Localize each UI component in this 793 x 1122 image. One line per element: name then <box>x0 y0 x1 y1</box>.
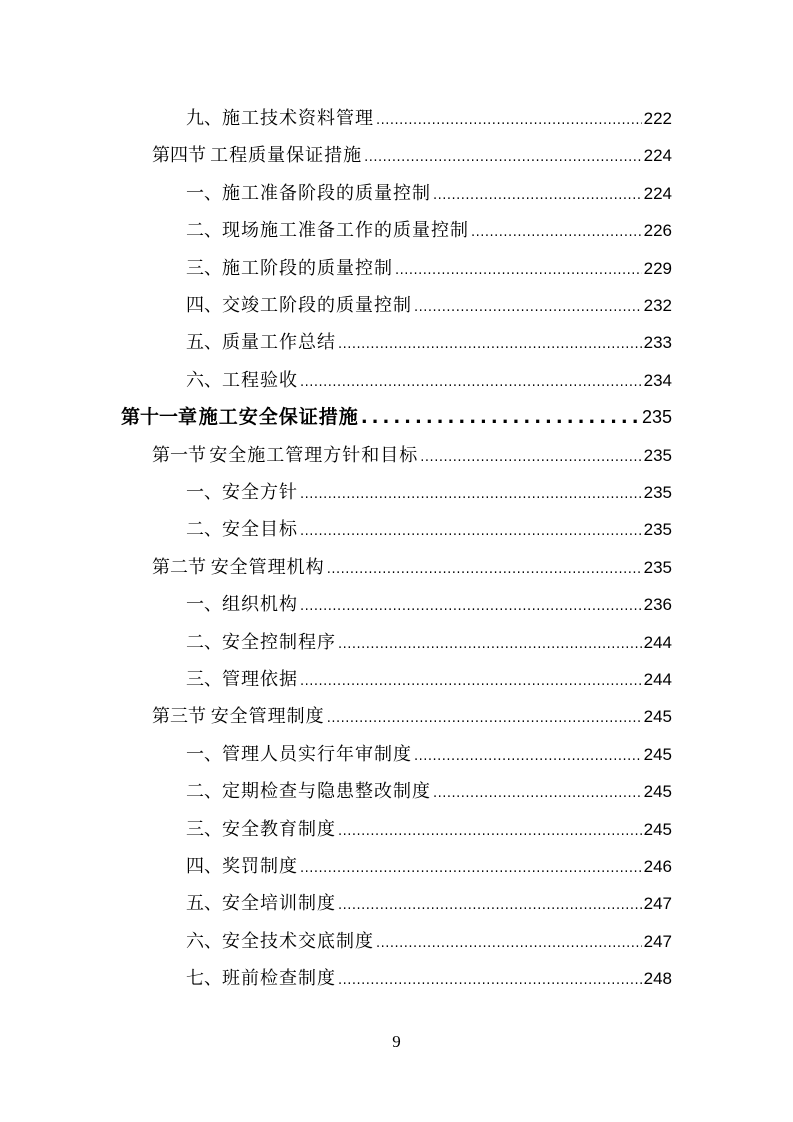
toc-item-row[interactable] <box>186 586 672 623</box>
toc-leader-dots <box>338 887 642 924</box>
toc-entry-title: 施工阶段的质量控制 <box>222 258 393 279</box>
toc-entry-number: 一、 <box>186 482 222 503</box>
toc-leader-dots <box>338 813 642 850</box>
toc-section-row[interactable] <box>152 437 672 474</box>
toc-entry-number: 一、 <box>186 594 222 615</box>
toc-entry-number: 三、 <box>186 669 222 690</box>
toc-section-row[interactable] <box>152 549 672 586</box>
toc-leader-dots <box>300 588 642 625</box>
toc-entry-number: 二、 <box>186 632 222 653</box>
toc-leader-dots <box>420 439 641 476</box>
toc-page-number: 235 <box>643 446 672 465</box>
toc-item-row[interactable] <box>186 100 672 137</box>
toc-page-number: 226 <box>643 221 672 240</box>
toc-entry-number: 七、 <box>186 968 222 989</box>
toc-entry-number: 四、 <box>186 295 222 316</box>
toc-entry-number: 九、 <box>186 108 222 129</box>
toc-item-row[interactable] <box>186 250 672 287</box>
toc-entry-title: 安全管理制度 <box>210 706 325 727</box>
toc-leader-dots <box>338 326 642 363</box>
toc-entry-title: 奖罚制度 <box>222 856 298 877</box>
toc-page-number: 245 <box>643 745 672 764</box>
toc-entry-title: 安全教育制度 <box>222 819 336 840</box>
toc-entry-number: 一、 <box>186 183 222 204</box>
toc-page-number: 247 <box>643 932 672 951</box>
toc-leader-dots <box>327 551 642 588</box>
toc-entry-number: 第一节 <box>152 445 206 466</box>
toc-leader-dots <box>414 738 642 775</box>
toc-entry-title: 安全培训制度 <box>222 893 336 914</box>
toc-leader-dots <box>364 139 642 176</box>
toc-item-row[interactable] <box>186 736 672 773</box>
toc-entry-title: 组织机构 <box>222 594 298 615</box>
toc-item-row[interactable] <box>186 661 672 698</box>
toc-section-row[interactable] <box>152 698 672 735</box>
toc-entry-number: 一、 <box>186 744 222 765</box>
toc-item-row[interactable] <box>186 287 672 324</box>
toc-leader-dots <box>395 252 642 289</box>
toc-entry-title: 施工准备阶段的质量控制 <box>222 183 431 204</box>
toc-page-number: 229 <box>643 259 672 278</box>
toc-entry-number: 六、 <box>186 931 222 952</box>
toc-entry-number: 第十一章 <box>121 406 198 428</box>
toc-entry-number: 三、 <box>186 819 222 840</box>
toc-leader-dots <box>300 476 642 513</box>
toc-page-number: 248 <box>643 969 672 988</box>
toc-page-number: 235 <box>643 520 672 539</box>
toc-entry-number: 三、 <box>186 258 222 279</box>
toc-entry-number: 二、 <box>186 220 222 241</box>
toc-leader-dots <box>376 925 642 962</box>
toc-item-row[interactable] <box>186 848 672 885</box>
toc-entry-title: 管理人员实行年审制度 <box>222 744 412 765</box>
toc-leader-dots <box>338 962 642 999</box>
toc-page-number: 232 <box>643 296 672 315</box>
toc-page-number: 245 <box>643 707 672 726</box>
toc-leader-dots <box>338 626 642 663</box>
toc-entry-title: 现场施工准备工作的质量控制 <box>222 220 469 241</box>
toc-entry-title: 工程质量保证措施 <box>210 145 363 166</box>
toc-item-row[interactable] <box>186 175 672 212</box>
toc-page-number: 233 <box>643 333 672 352</box>
toc-entry-title: 班前检查制度 <box>222 968 336 989</box>
toc-page-number: 236 <box>643 595 672 614</box>
toc-entry-number: 六、 <box>186 370 222 391</box>
toc-item-row[interactable] <box>186 212 672 249</box>
toc-entry-number: 第二节 <box>152 557 206 578</box>
toc-entry-number: 五、 <box>186 893 222 914</box>
toc-item-row[interactable] <box>186 511 672 548</box>
toc-section-row[interactable] <box>152 137 672 174</box>
toc-entry-number: 第三节 <box>152 706 206 727</box>
toc-leader-dots <box>327 700 642 737</box>
toc-chapter-row[interactable] <box>121 399 672 436</box>
toc-item-row[interactable] <box>186 773 672 810</box>
toc-page-number: 224 <box>643 184 672 203</box>
toc-entry-title: 安全控制程序 <box>222 632 336 653</box>
toc-entry-number: 二、 <box>186 781 222 802</box>
toc-page-number: 234 <box>643 371 672 390</box>
toc-item-row[interactable] <box>186 474 672 511</box>
toc-entry-title: 安全施工管理方针和目标 <box>209 445 419 466</box>
toc-item-row[interactable] <box>186 923 672 960</box>
toc-entry-title: 交竣工阶段的质量控制 <box>222 295 412 316</box>
toc-entry-title: 安全管理机构 <box>210 557 325 578</box>
toc-entry-number: 第四节 <box>152 145 206 166</box>
toc-item-row[interactable] <box>186 811 672 848</box>
toc-page-number: 244 <box>643 633 672 652</box>
toc-leader-dots <box>300 364 642 401</box>
toc-entry-title: 定期检查与隐患整改制度 <box>222 781 431 802</box>
toc-item-row[interactable] <box>186 324 672 361</box>
toc-page-number: 246 <box>643 857 672 876</box>
toc-leader-dots <box>414 289 642 326</box>
page-number: 9 <box>392 1032 401 1051</box>
toc-entry-title: 管理依据 <box>222 669 298 690</box>
toc-page-number: 235 <box>641 407 672 427</box>
toc-entry-title: 安全目标 <box>222 519 298 540</box>
toc-page-number: 247 <box>643 894 672 913</box>
toc-entry-title: 施工安全保证措施 <box>198 406 359 428</box>
toc-entry-number: 五、 <box>186 332 222 353</box>
toc-page-number: 244 <box>643 670 672 689</box>
toc-page-number: 224 <box>643 146 672 165</box>
toc-entry-number: 二、 <box>186 519 222 540</box>
toc-entry-title: 工程验收 <box>222 370 298 391</box>
toc-page-number: 245 <box>643 782 672 801</box>
toc-item-row[interactable] <box>186 885 672 922</box>
toc-item-row[interactable] <box>186 960 672 997</box>
toc-leader-dots <box>300 850 642 887</box>
toc-item-row[interactable] <box>186 362 672 399</box>
toc-entry-title: 安全技术交底制度 <box>222 931 374 952</box>
toc-page-number: 245 <box>643 820 672 839</box>
toc-page-number: 235 <box>643 558 672 577</box>
toc-leader-dots <box>471 214 642 251</box>
toc-entry-title: 安全方针 <box>222 482 298 503</box>
toc-leader-dots <box>433 177 642 214</box>
toc-leader-dots <box>300 663 642 700</box>
toc-leader-dots <box>376 102 642 139</box>
toc-page-number: 222 <box>643 109 672 128</box>
toc-page-number: 235 <box>643 483 672 502</box>
toc-leader-dots <box>361 399 640 436</box>
toc-leader-dots <box>300 513 642 550</box>
toc-leader-dots <box>433 775 642 812</box>
toc-entry-number: 四、 <box>186 856 222 877</box>
toc-item-row[interactable] <box>186 624 672 661</box>
toc-entry-title: 质量工作总结 <box>222 332 336 353</box>
toc-entry-title: 施工技术资料管理 <box>222 108 374 129</box>
